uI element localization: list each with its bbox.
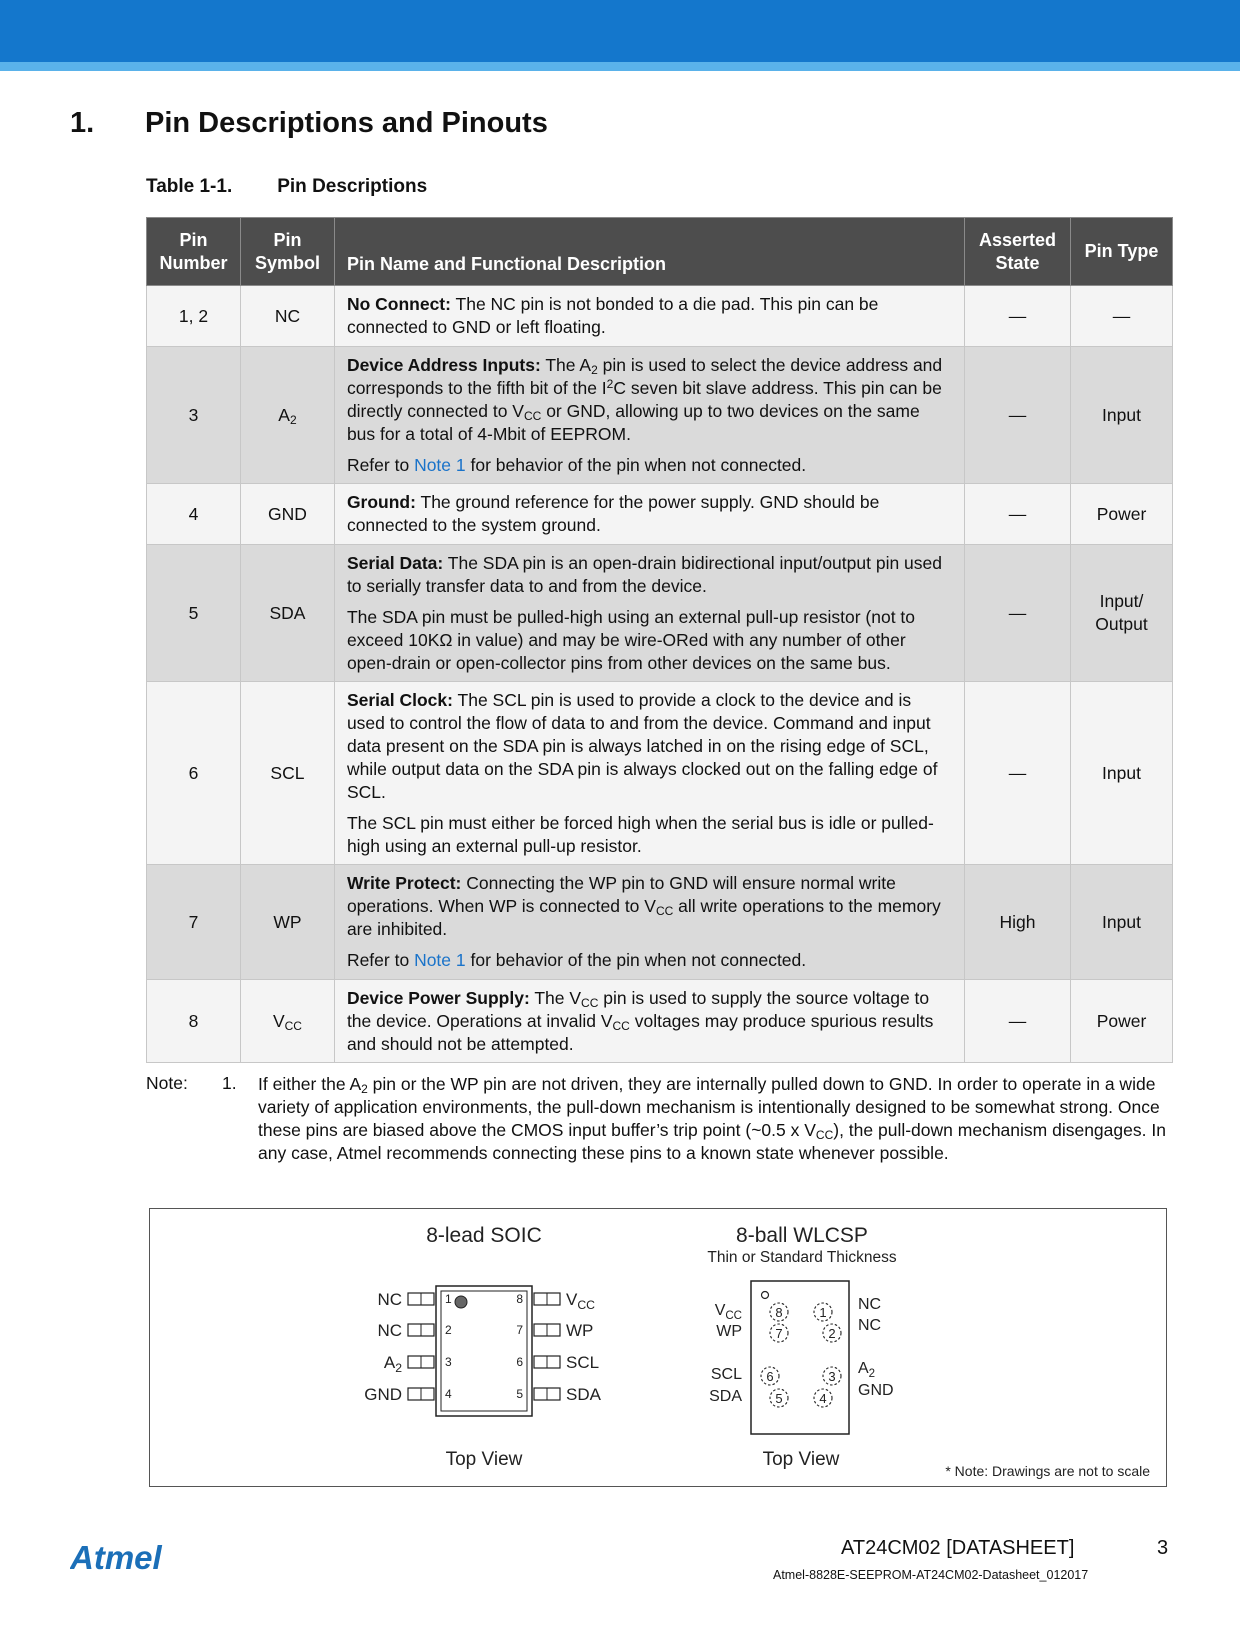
soic-pin-label: $V_{CC}$ — [566, 1290, 596, 1312]
soic-pin-number: 5 — [516, 1387, 523, 1401]
asserted-state: — — [965, 347, 1071, 484]
section-title: Pin Descriptions and Pinouts — [145, 107, 548, 139]
pin-type: — — [1071, 286, 1173, 347]
wlcsp-ball-number: 2 — [828, 1326, 836, 1341]
soic-title: 8-lead SOIC — [426, 1224, 542, 1247]
asserted-state: — — [965, 980, 1071, 1063]
pin-description-table — [146, 217, 1173, 1063]
page-number: 3 — [1157, 1537, 1169, 1559]
soic-pin-label: GND — [364, 1385, 402, 1404]
atmel-logo-text: Atmel — [70, 1541, 162, 1575]
footer-document-id: Atmel-8828E-SEEPROM-AT24CM02-Datasheet_012017 — [773, 1568, 1089, 1582]
wlcsp-ball-label: NC — [858, 1296, 882, 1313]
wlcsp-ball-number: 4 — [819, 1391, 827, 1406]
footer-title: AT24CM02 [DATASHEET] — [841, 1537, 1075, 1559]
asserted-state: — — [965, 484, 1071, 545]
table-row — [147, 545, 1173, 682]
pin-number: 8 — [147, 980, 241, 1063]
wlcsp-subtitle: Thin or Standard Thickness — [707, 1249, 897, 1266]
description-lead: Serial Clock: — [346, 689, 453, 710]
wlcsp-left-labels — [709, 1302, 742, 1405]
soic-pin-label: SCL — [566, 1353, 600, 1372]
table-caption-label: Table 1-1. — [146, 176, 233, 197]
table-row — [147, 682, 1173, 865]
wlcsp-body — [751, 1281, 849, 1434]
table-caption-title: Pin Descriptions — [277, 176, 428, 197]
pin-description: Serial Data: The SDA pin is an open-drain bidirectional input/output pin used to serially transfer data to and from the device. The SDA pin must be pulled-high using an external pull-up resistor (not to exceed 10KΩ in value) and may be wire-ORed with any number of other open-drain or open-collector pins from other devices on the same bus. — [334, 545, 964, 682]
soic-pin-number: 7 — [516, 1323, 523, 1337]
header-band — [0, 0, 1240, 62]
header-pin-number: Pin Number — [147, 218, 241, 286]
soic-pin-label: SDA — [566, 1385, 601, 1404]
wlcsp-ball-label: SDA — [709, 1388, 742, 1405]
pin-description: Device Address Inputs: The $A_2$ pin is used to select the device address and corresponds to the fifth bit of the $I^2C$ seven bit slave address. This pin can be directly connected to $V_{CC}$ or GND, allowing up to two devices on the same bus for a total of 4-Mbit of EEPROM. Refer to Note 1 for behavior of the pin when not connected. — [334, 347, 964, 484]
soic-pin-label: NC — [377, 1321, 402, 1340]
pin-type: Input — [1071, 865, 1173, 980]
soic-pin1-marker — [455, 1296, 467, 1308]
soic-right-pins — [516, 1290, 601, 1404]
description-lead: Device Power Supply: — [346, 987, 530, 1008]
note-label: Note: — [146, 1073, 188, 1093]
wlcsp-ball-label: SCL — [710, 1366, 742, 1383]
soic-pin-number: 1 — [445, 1292, 452, 1306]
soic-pin-number: 6 — [516, 1355, 523, 1369]
pin-type: Input — [1071, 347, 1173, 484]
wlcsp-title: 8-ball WLCSP — [736, 1224, 868, 1247]
table-row — [147, 865, 1173, 980]
header-asserted-state: Asserted State — [965, 218, 1071, 286]
scale-note: * Note: Drawings are not to scale — [945, 1463, 1150, 1479]
pin-description: Serial Clock: The SCL pin is used to provide a clock to the device and is used to control the flow of data to and from the device. Command and input data present on the SDA pin is always latched in on the rising edge of SCL, while output data on the SDA pin is always clocked out on the falling edge of SCL. The SCL pin must either be forced high when the serial bus is idle or pulled-high using an external pull-up resistor. — [334, 682, 964, 865]
wlcsp-balls — [761, 1303, 841, 1407]
pin-type: Input — [1071, 682, 1173, 865]
table-row — [147, 484, 1173, 545]
description-lead: Device Address Inputs: — [346, 354, 541, 375]
pin-number: 1, 2 — [147, 286, 241, 347]
pin-number: 7 — [147, 865, 241, 980]
wlcsp-ball-label: GND — [858, 1382, 894, 1399]
description-lead: Serial Data: — [346, 552, 444, 573]
soic-pin-number: 3 — [445, 1355, 452, 1369]
soic-left-pins — [364, 1290, 452, 1404]
wlcsp-ball-label: $A_2$ — [858, 1360, 876, 1380]
soic-pin-label: $A_2$ — [383, 1353, 402, 1375]
wlcsp-ball-number: 7 — [775, 1326, 783, 1341]
asserted-state: High — [965, 865, 1071, 980]
soic-pin-number: 8 — [516, 1292, 523, 1306]
pin-description: Ground: The ground reference for the power supply. GND should be connected to the system ground. — [334, 484, 964, 545]
wlcsp-right-labels — [858, 1296, 894, 1399]
pin-number: 3 — [147, 347, 241, 484]
pinout-diagram — [149, 1208, 1167, 1487]
pinout-drawing — [150, 1209, 1166, 1486]
description-text: The NC pin is not bonded to a die pad. This pin can be connected to GND or left floating. — [346, 294, 879, 337]
description-lead: No Connect: — [346, 294, 451, 314]
pin-symbol: NC — [240, 286, 334, 347]
wlcsp-ball1-marker — [762, 1292, 769, 1299]
pin-symbol: SDA — [240, 545, 334, 682]
pin-type: Input/ Output — [1071, 545, 1173, 682]
pin-description: Write Protect: Connecting the WP pin to GND will ensure normal write operations. When WP is connected to $V_{CC}$ all write operations to the memory are inhibited. Refer to Note 1 for behavior of the pin when not connected. — [334, 865, 964, 980]
wlcsp-ball-number: 3 — [828, 1369, 836, 1384]
soic-pin-label: NC — [377, 1290, 402, 1309]
note-1-link[interactable]: Note 1 — [414, 454, 466, 475]
wlcsp-ball-number: 8 — [775, 1305, 783, 1320]
note-text: If either the $A_2$ pin or the WP pin are not driven, they are internally pulled down to GND. In order to operate in a wide variety of application environments, the pull-down mechanism is intentionally designed to be somewhat strong. Once these pins are biased above the CMOS input buffer’s trip point (~0.5 x $V_{CC}$), the pull-down mechanism disengages. In any case, Atmel recommends connecting these pins to a known state whenever possible. — [258, 1074, 1166, 1163]
atmel-logo — [70, 1541, 180, 1575]
description-lead: Write Protect: — [346, 873, 462, 893]
wlcsp-ball-label: NC — [858, 1317, 882, 1334]
wlcsp-ball-number: 1 — [819, 1305, 827, 1320]
pin-type: Power — [1071, 980, 1173, 1063]
soic-pin-number: 4 — [445, 1387, 452, 1401]
pin-symbol: GND — [240, 484, 334, 545]
pin-number: 4 — [147, 484, 241, 545]
soic-view-label: Top View — [445, 1449, 523, 1470]
header-pin-type: Pin Type — [1071, 218, 1173, 286]
pin-symbol: $A_2$ — [240, 347, 334, 484]
soic-body-inner — [441, 1291, 527, 1411]
table-row — [147, 347, 1173, 484]
header-pin-symbol: Pin Symbol — [240, 218, 334, 286]
table-caption — [146, 176, 427, 198]
section-number: 1. — [70, 107, 95, 139]
pin-symbol: $V_{CC}$ — [240, 980, 334, 1063]
note-1-link[interactable]: Note 1 — [414, 950, 466, 970]
wlcsp-ball-label: $V_{CC}$ — [714, 1302, 742, 1322]
asserted-state: — — [965, 286, 1071, 347]
soic-pin-number: 2 — [445, 1323, 452, 1337]
pin-number: 6 — [147, 682, 241, 865]
pin-description — [334, 286, 964, 347]
wlcsp-ball-number: 6 — [766, 1369, 774, 1384]
header-accent-line — [0, 62, 1240, 71]
pin-type: Power — [1071, 484, 1173, 545]
wlcsp-view-label: Top View — [762, 1449, 840, 1470]
table-header-row — [147, 218, 1173, 286]
soic-pin-label: WP — [566, 1321, 594, 1340]
pin-description: Device Power Supply: The $V_{CC}$ pin is used to supply the source voltage to the device. Operations at invalid $V_{CC}$ voltages may produce spurious results and should not be attempted. — [334, 980, 964, 1063]
wlcsp-ball-number: 5 — [775, 1391, 783, 1406]
description-lead: Ground: — [346, 492, 416, 512]
pin-symbol: WP — [240, 865, 334, 980]
wlcsp-ball-label: WP — [716, 1323, 742, 1340]
table-row — [147, 286, 1173, 347]
note-number: 1. — [222, 1073, 237, 1093]
pin-number: 5 — [147, 545, 241, 682]
asserted-state: — — [965, 545, 1071, 682]
header-description: Pin Name and Functional Description — [334, 218, 964, 286]
pin-symbol: SCL — [240, 682, 334, 865]
table-row — [147, 980, 1173, 1063]
asserted-state: — — [965, 682, 1071, 865]
